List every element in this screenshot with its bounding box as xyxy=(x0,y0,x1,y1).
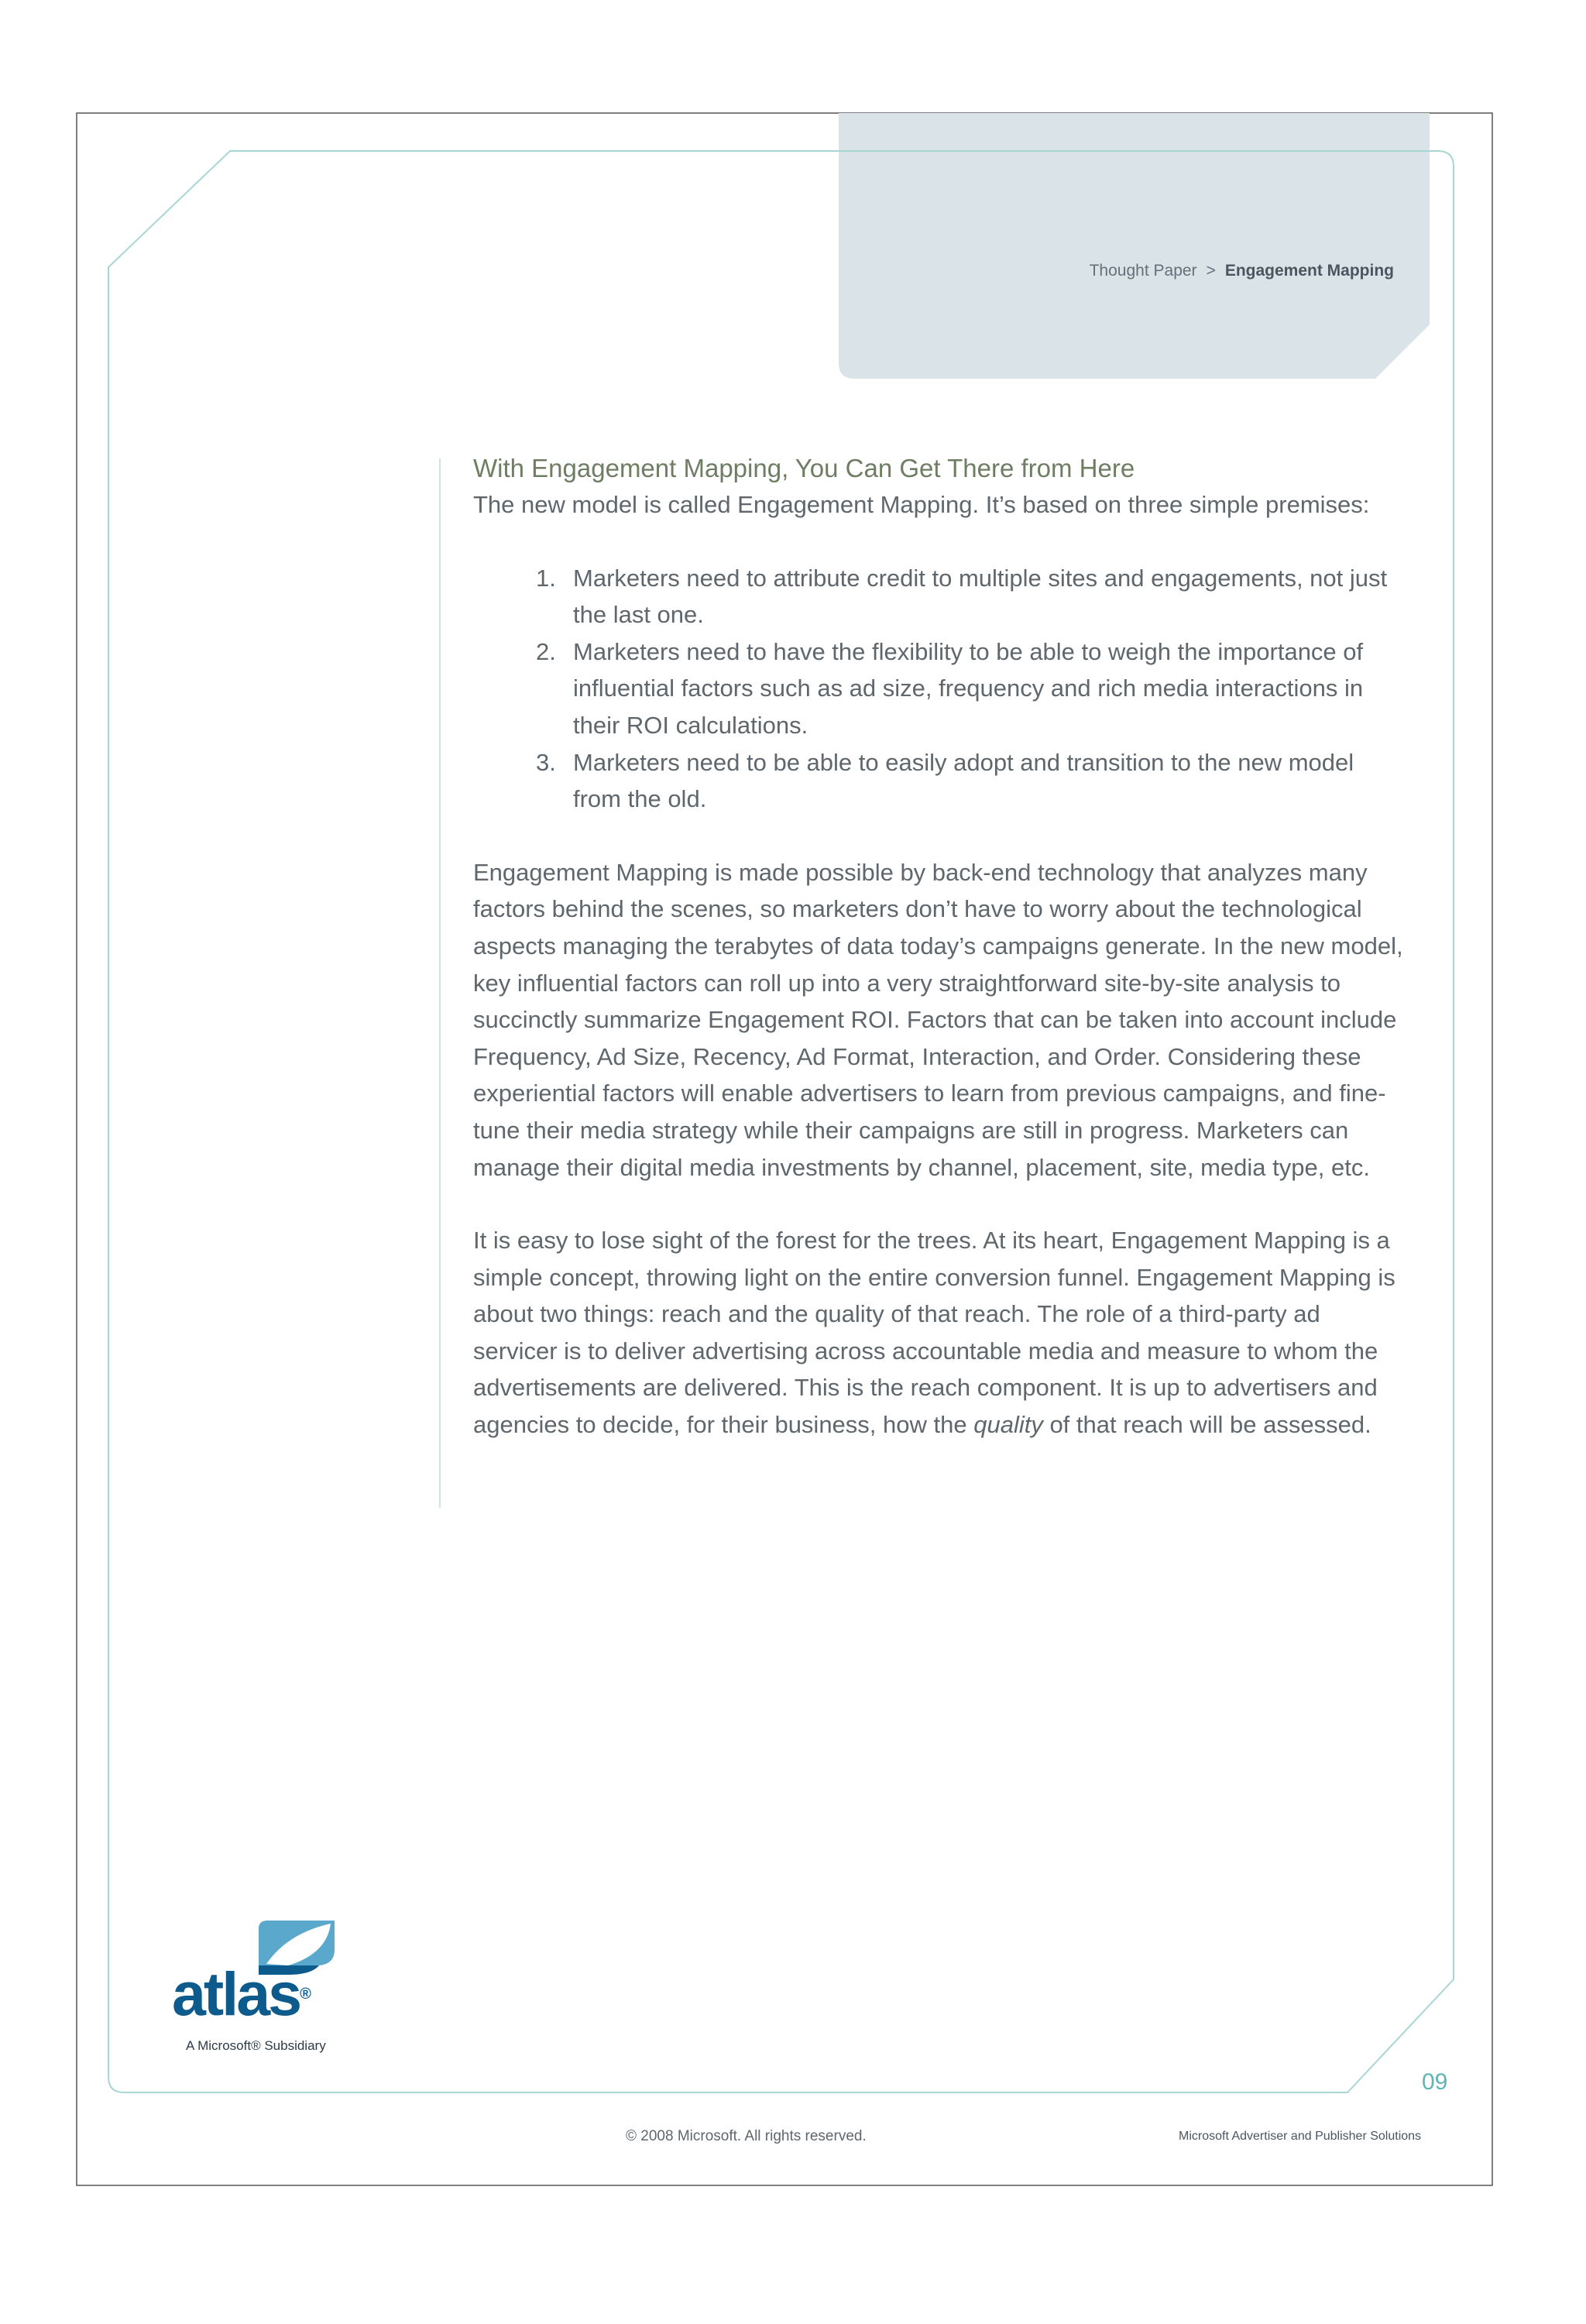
premises-list xyxy=(473,560,1406,818)
header-panel xyxy=(839,113,1430,379)
breadcrumb-current: Engagement Mapping xyxy=(1224,262,1394,280)
list-item xyxy=(536,560,1406,633)
logo-wordmark-text: atlas xyxy=(172,1959,300,2028)
body-paragraph-2 xyxy=(473,1222,1406,1443)
logo-wordmark xyxy=(172,1959,311,2028)
paragraph-2-emphasis: quality xyxy=(973,1411,1043,1439)
article-body xyxy=(473,451,1406,1480)
logo-tagline: A Microsoft® Subsidiary xyxy=(186,2038,326,2053)
content-side-rule xyxy=(439,458,441,1508)
body-paragraph-1: Engagement Mapping is made possible by back-end technology that analyzes many factors behind the scenes, so marketers don’t have to worry about the technological aspects managing the terabytes of data today’s campaigns generate. In the new model, key influential factors can roll up into a very straightforward site-by-site analysis to succinctly summarize Engagement ROI. Factors that can be taken into account include Frequency, Ad Size, Recency, Ad Format, Interaction, and Order. Considering these experiential factors will enable advertisers to learn from previous campaigns, and fine-tune their media strategy while their campaigns are still in progress. Marketers can manage their digital media investments by channel, placement, site, media type, etc. xyxy=(473,858,1403,1181)
list-item-text: Marketers need to attribute credit to multiple sites and engagements, not just the last one. xyxy=(573,564,1388,629)
list-item-number: 3. xyxy=(536,748,556,776)
logo-registered-mark: ® xyxy=(300,1986,311,2003)
list-item-number: 1. xyxy=(536,564,556,592)
list-item xyxy=(536,633,1406,744)
paragraph-2-text-start: It is easy to lose sight of the forest for the trees. At its heart, Engagement Mapping is a simple concept, throwing light on the entire conversion funnel. Engagement Mapping is about two things: reach and the quality of that reach. The role of a third-party ad servicer is to deliver advertising across accountable media and measure to whom the advertisements are delivered. This is the reach component. It is up to advertisers and agencies to decide, for their business, how the xyxy=(473,1227,1395,1439)
list-item-number: 2. xyxy=(536,637,556,665)
section-heading: With Engagement Mapping, You Can Get There from Here xyxy=(473,454,1135,482)
page-number: 09 xyxy=(1422,2069,1448,2095)
list-item xyxy=(536,744,1406,818)
footer-copyright: © 2008 Microsoft. All rights reserved. xyxy=(626,2128,867,2144)
list-item-text: Marketers need to have the flexibility to be able to weigh the importance of influential factors such as ad size, frequency and rich media interactions in their ROI calculations. xyxy=(573,637,1364,739)
breadcrumb-separator: > xyxy=(1206,262,1216,280)
breadcrumb-parent[interactable]: Thought Paper xyxy=(1089,262,1197,280)
footer-company: Microsoft Advertiser and Publisher Solutions xyxy=(1179,2130,1422,2143)
intro-paragraph: The new model is called Engagement Mapping. It’s based on three simple premises: xyxy=(473,491,1370,518)
list-item-text: Marketers need to be able to easily adopt and transition to the new model from the old. xyxy=(573,748,1354,813)
paragraph-2-text-end: of that reach will be assessed. xyxy=(1042,1411,1371,1439)
breadcrumb xyxy=(929,262,1394,280)
